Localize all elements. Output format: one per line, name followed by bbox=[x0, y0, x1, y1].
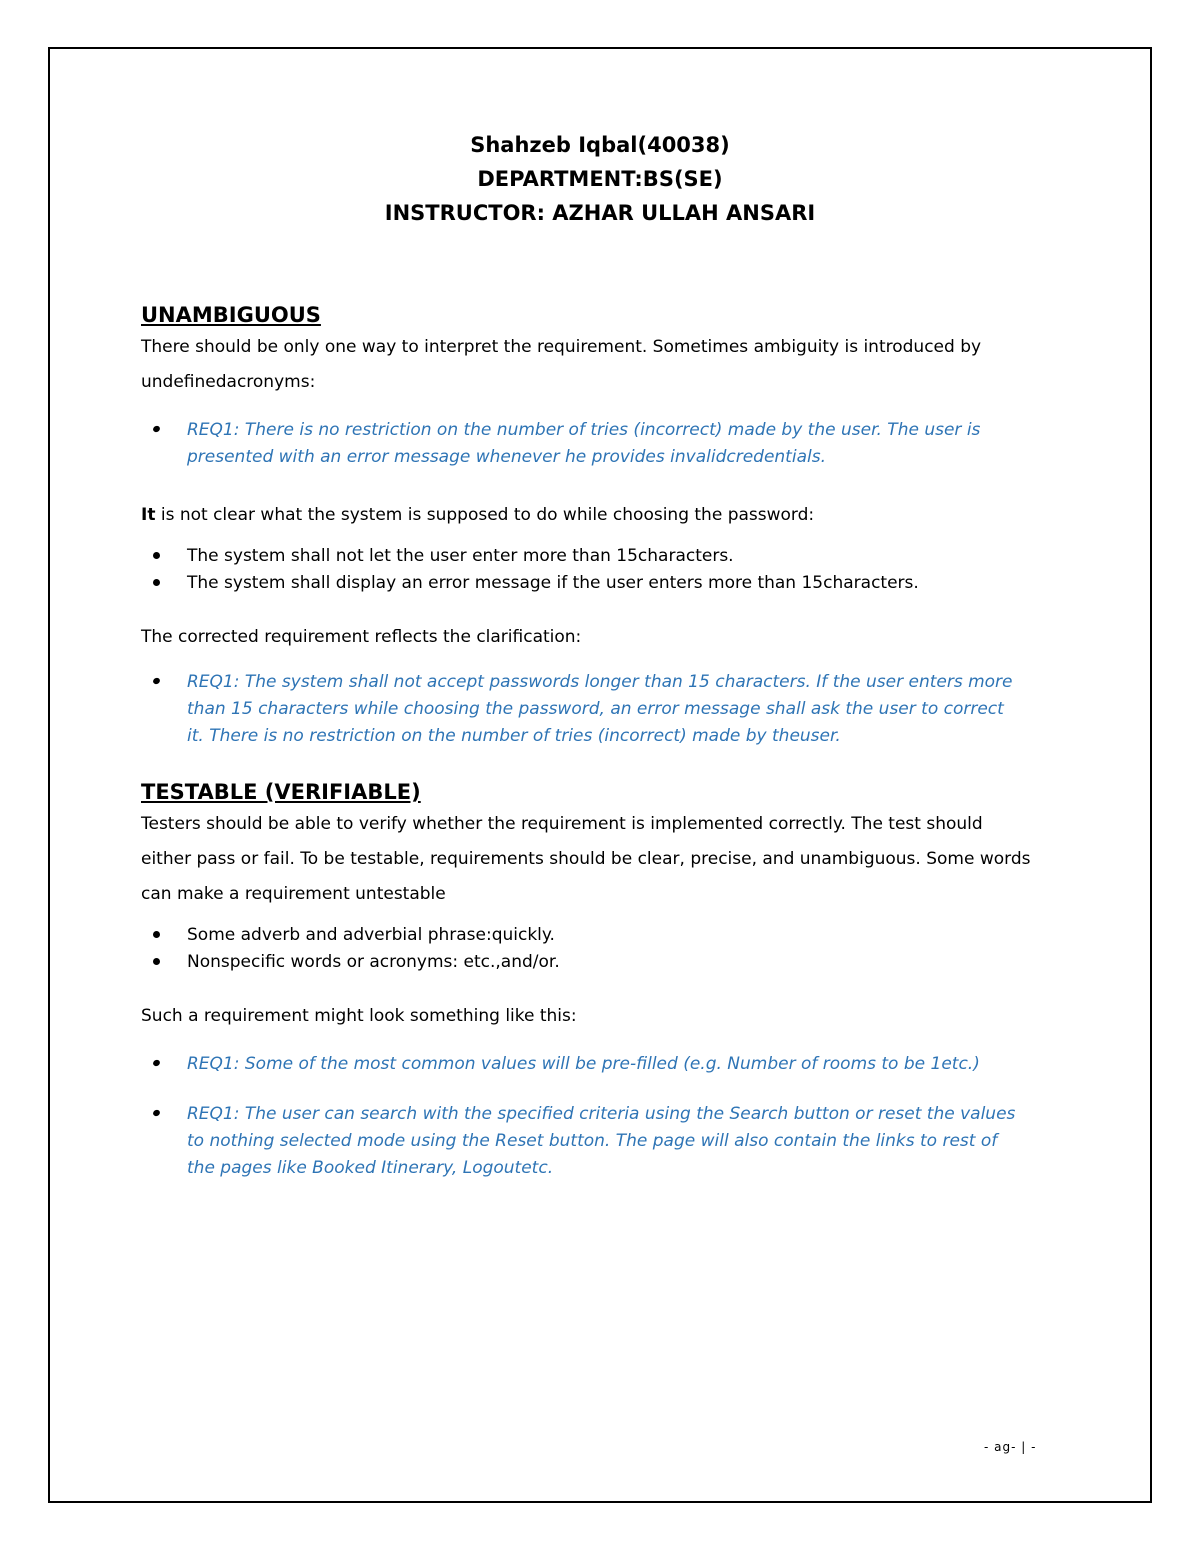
req-text: REQ1: The system shall not accept passwords longer than 15 characters. If the user enters more than 15 characters while choosing the password, an error message shall ask the user to correct it. There is no restriction on the number of tries (incorrect) made by theuser. bbox=[187, 672, 1013, 746]
bullet-text: The system shall not let the user enter more than 15characters. bbox=[187, 546, 734, 566]
list-item bbox=[141, 922, 1061, 949]
example-intro: Such a requirement might look something like this: bbox=[141, 1006, 577, 1026]
corrected-req-list bbox=[141, 669, 1021, 750]
list-item bbox=[141, 1101, 1021, 1182]
bullet-icon bbox=[153, 931, 160, 938]
bullet-icon bbox=[152, 1109, 161, 1117]
example-req-list bbox=[141, 1051, 1021, 1182]
unambiguous-req-list bbox=[141, 417, 1021, 471]
testable-intro-line1: Testers should be able to verify whether the requirement is implemented correctly. The test should bbox=[141, 814, 983, 834]
section-title-unambiguous: UNAMBIGUOUS bbox=[141, 303, 321, 327]
unambiguous-bullets bbox=[141, 543, 1061, 597]
bullet-text: Nonspecific words or acronyms: etc.,and/or. bbox=[187, 952, 560, 972]
section-title-testable: TESTABLE (VERIFIABLE) bbox=[141, 780, 421, 804]
bullet-text: Some adverb and adverbial phrase:quickly. bbox=[187, 925, 555, 945]
testable-bullets bbox=[141, 922, 1061, 976]
list-item bbox=[141, 1051, 1021, 1078]
bullet-text: The system shall display an error message if the user enters more than 15characters. bbox=[187, 573, 919, 593]
page-number: - ag- | - bbox=[984, 1440, 1037, 1454]
testable-intro-line2: either pass or fail. To be testable, requirements should be clear, precise, and unambiguous. Some words bbox=[141, 849, 1031, 869]
unambiguous-intro-line2: undefinedacronyms: bbox=[141, 372, 316, 392]
req-text: REQ1: The user can search with the specified criteria using the Search button or reset the values to nothing selected mode using the Reset button. The page will also contain the links to rest of the pages like Booked Itinerary, Logoutetc. bbox=[187, 1104, 1016, 1178]
bullet-icon bbox=[153, 552, 160, 559]
list-item bbox=[141, 949, 1061, 976]
corrected-intro: The corrected requirement reflects the clarification: bbox=[141, 627, 582, 647]
instructor-line: INSTRUCTOR: AZHAR ULLAH ANSARI bbox=[384, 201, 816, 225]
unambiguous-intro-line1: There should be only one way to interpret the requirement. Sometimes ambiguity is introduced by bbox=[141, 337, 982, 357]
bullet-icon bbox=[152, 425, 161, 433]
bullet-icon bbox=[152, 677, 161, 685]
req-text: REQ1: There is no restriction on the number of tries (incorrect) made by the user. The user is presented with an error message whenever he provides invalidcredentials. bbox=[187, 420, 981, 467]
unclear-bold: It bbox=[141, 505, 156, 525]
list-item bbox=[141, 543, 1061, 570]
list-item bbox=[141, 669, 1021, 750]
unclear-statement bbox=[141, 498, 1061, 533]
document-body bbox=[141, 128, 1061, 1182]
bullet-icon bbox=[152, 1059, 161, 1067]
list-item bbox=[141, 417, 1021, 471]
department-line: DEPARTMENT:BS(SE) bbox=[477, 167, 723, 191]
req-text: REQ1: Some of the most common values will be pre-filled (e.g. Number of rooms to be 1etc.) bbox=[187, 1054, 980, 1074]
testable-intro-line3: can make a requirement untestable bbox=[141, 884, 446, 904]
list-item bbox=[141, 570, 1061, 597]
bullet-icon bbox=[153, 579, 160, 586]
author-name: Shahzeb Iqbal(40038) bbox=[470, 133, 730, 157]
bullet-icon bbox=[153, 958, 160, 965]
document-header bbox=[0, 128, 1200, 230]
unclear-rest: is not clear what the system is supposed to do while choosing the password: bbox=[155, 505, 815, 525]
